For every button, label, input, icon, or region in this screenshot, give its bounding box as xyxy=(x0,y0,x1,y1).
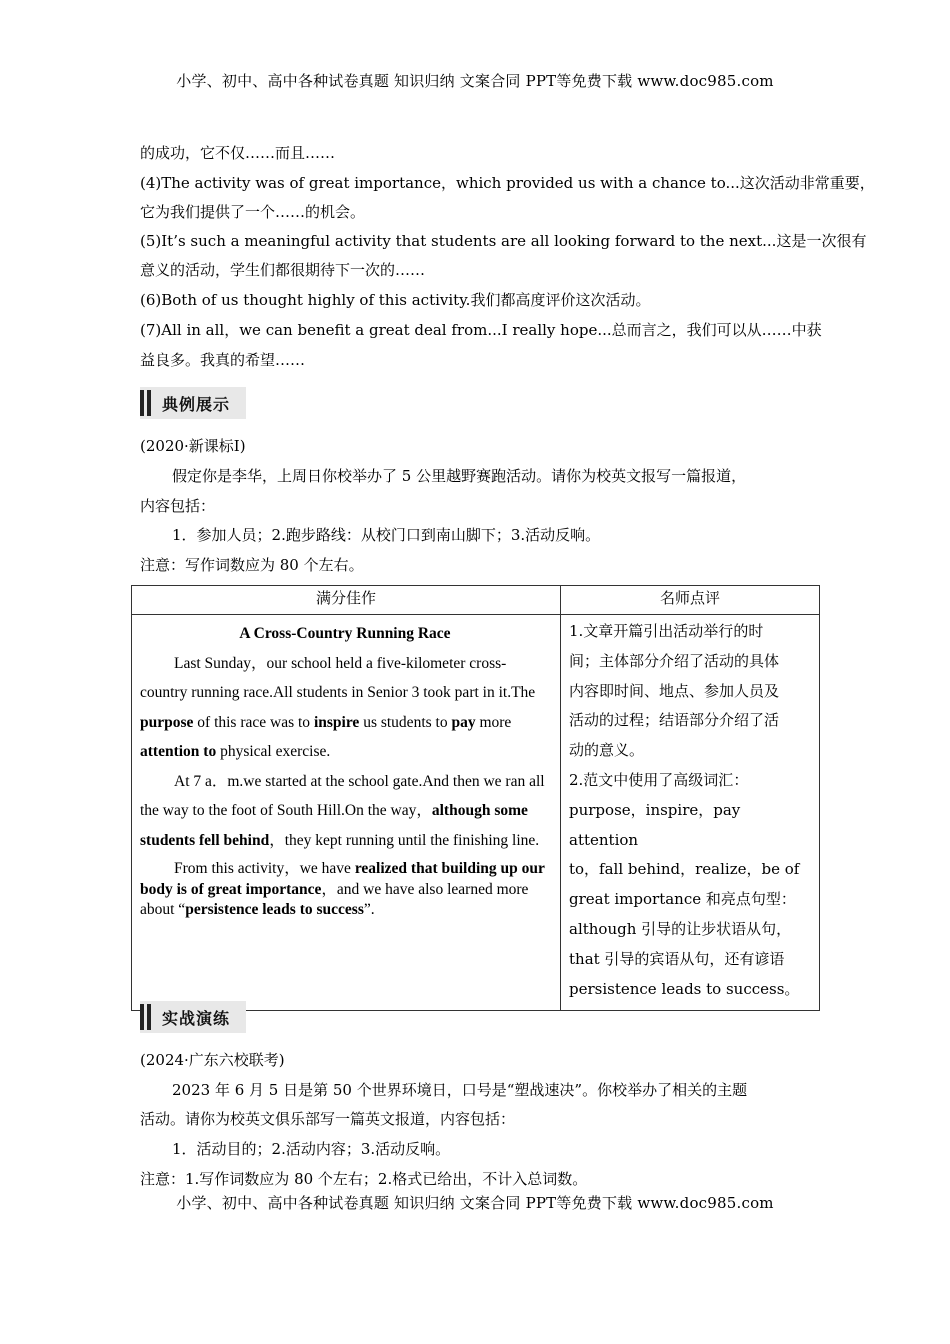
prompt-line: 内容包括： xyxy=(140,497,216,515)
comment-line: great importance 和亮点句型： xyxy=(569,890,796,909)
comment-line: 活动的过程；结语部分介绍了活 xyxy=(569,711,780,730)
example-table xyxy=(131,585,820,1011)
page-footer: 小学、初中、高中各种试卷真题 知识归纳 文案合同 PPT等免费下载 www.doc985.com xyxy=(176,1194,774,1212)
essay-paragraph: From this activity，we have realized that building up our body is of great importance，and we have also learned more about “persistence leads to success”. xyxy=(140,860,545,918)
comment-line: purpose，inspire，pay attention xyxy=(569,800,741,849)
essay-paragraph: At 7 a．m.we started at the school gate.And then we ran all the way to the foot of South Hill.On the way，although some students fell behind，they kept running until the finishing line. xyxy=(140,772,545,849)
comment-line: 内容即时间、地点、参加人员及 xyxy=(569,681,780,700)
comment-line: to，fall behind，realize，be of xyxy=(569,860,800,879)
prompt-line: 2023 年 6 月 5 日是第 50 个世界环境日，口号是“塑战速决”。你校举办了相关的主题 xyxy=(172,1081,748,1099)
intro-line: (5)It’s such a meaningful activity that students are all looking forward to the next...这是一次很有 xyxy=(140,232,867,250)
prompt-line: 假定你是李华，上周日你校举办了 5 公里越野赛跑活动。请你为校英文报写一篇报道， xyxy=(172,467,747,485)
heading-bar-icon xyxy=(147,390,151,416)
comment-line: 2.范文中使用了高级词汇： xyxy=(569,770,749,789)
comment-line: 1.文章开篇引出活动举行的时 xyxy=(569,622,764,640)
comment-line: although 引导的让步状语从句， xyxy=(569,919,792,938)
intro-line: (6)Both of us thought highly of this activity.我们都高度评价这次活动。 xyxy=(140,291,651,309)
section-heading-examples xyxy=(140,387,246,419)
prompt-line: 1．活动目的；2.活动内容；3.活动反响。 xyxy=(172,1140,451,1158)
comment-line: that 引导的宾语从句，还有谚语 xyxy=(569,949,785,968)
section-label: 典例展示 xyxy=(162,395,231,414)
prompt-line: 1．参加人员；2.跑步路线：从校门口到南山脚下；3.活动反响。 xyxy=(172,526,601,544)
prompt-note: 注意：写作词数应为 80 个左右。 xyxy=(140,556,364,574)
comment-cell xyxy=(561,615,820,1011)
intro-line: 益良多。我真的希望…… xyxy=(140,351,306,369)
page-header: 小学、初中、高中各种试卷真题 知识归纳 文案合同 PPT等免费下载 www.doc985.com xyxy=(176,72,774,90)
comment-line: persistence leads to success。 xyxy=(569,979,800,998)
intro-line: 它为我们提供了一个……的机会。 xyxy=(140,203,366,221)
example-source: (2020·新课标Ⅰ) xyxy=(140,437,246,455)
essay-title: A Cross-Country Running Race xyxy=(239,625,451,642)
prompt-line: 活动。请你为校英文俱乐部写一篇英文报道，内容包括： xyxy=(140,1110,516,1128)
prompt-note: 注意：1.写作词数应为 80 个左右；2.格式已给出，不计入总词数。 xyxy=(140,1170,588,1188)
intro-line: (4)The activity was of great importance，which provided us with a chance to...这次活动非常重要， xyxy=(140,174,875,192)
table-header-comment: 名师点评 xyxy=(561,586,820,615)
practice-source: (2024·广东六校联考) xyxy=(140,1051,285,1069)
heading-bar-icon xyxy=(140,1004,144,1030)
table-header-essay: 满分佳作 xyxy=(132,586,561,615)
section-label: 实战演练 xyxy=(162,1009,231,1028)
section-heading-practice xyxy=(140,1001,246,1033)
comment-line: 间；主体部分介绍了活动的具体 xyxy=(569,651,780,670)
intro-line: (7)All in all，we can benefit a great deal from...I really hope...总而言之，我们可以从……中获 xyxy=(140,321,822,339)
heading-bar-icon xyxy=(147,1004,151,1030)
comment-line: 动的意义。 xyxy=(569,741,645,760)
intro-line: 意义的活动，学生们都很期待下一次的…… xyxy=(140,261,426,279)
heading-bar-icon xyxy=(140,390,144,416)
essay-paragraph: Last Sunday，our school held a five-kilometer cross-country running race.All students in Senior 3 took part in it.The purpose of this race was to inspire us students to pay more attention to physical exercise. xyxy=(140,654,536,760)
essay-cell xyxy=(132,615,561,1011)
intro-line: 的成功，它不仅……而且…… xyxy=(140,144,336,162)
